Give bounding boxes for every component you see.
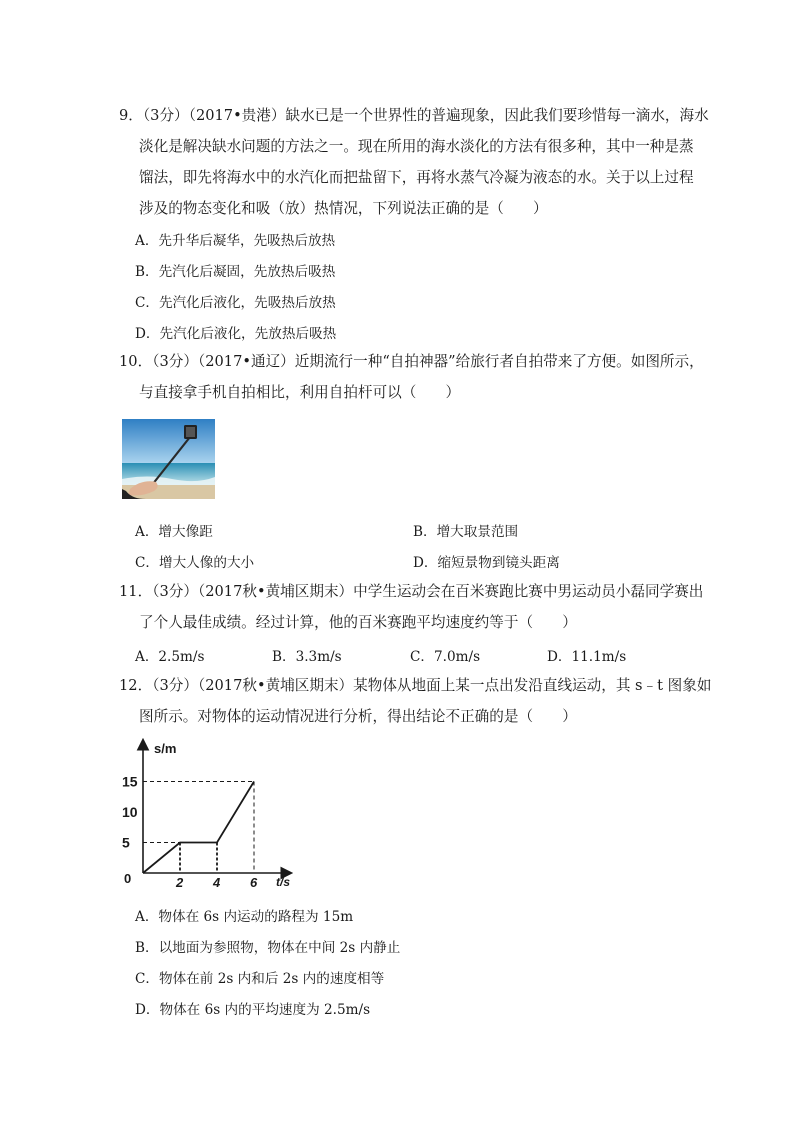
x-tick-label-2: 2 xyxy=(176,875,184,890)
question-10-option-d[interactable]: D．缩短景物到镜头距离 xyxy=(413,555,560,571)
selfie-stick-image xyxy=(122,419,215,499)
question-9-stem-line-3: 馏法，即先将海水中的水汽化而把盐留下，再将水蒸气冷凝为液态的水。关于以上过程 xyxy=(139,169,694,186)
question-12-option-c[interactable]: C．物体在前 2s 内和后 2s 内的速度相等 xyxy=(135,971,385,987)
question-10-option-c[interactable]: C．增大人像的大小 xyxy=(135,555,255,571)
question-12-option-a[interactable]: A．物体在 6s 内运动的路程为 15m xyxy=(135,909,354,925)
question-12-stem-line-1: 12．（3分）（2017秋•黄埔区期末）某物体从地面上某一点出发沿直线运动，其 s﹣t 图象如 xyxy=(119,677,712,694)
question-11-option-d[interactable]: D．11.1m/s xyxy=(547,649,627,665)
y-tick-label-10: 10 xyxy=(122,804,138,820)
y-tick-label-5: 5 xyxy=(122,834,130,851)
origin-label: 0 xyxy=(124,871,132,886)
question-9-option-c[interactable]: C．先汽化后液化，先吸热后放热 xyxy=(135,295,336,311)
question-10-stem-line-1: 10．（3分）（2017•通辽）近期流行一种“自拍神器”给旅行者自拍带来了方便。如图所示， xyxy=(119,353,704,370)
question-11-option-a[interactable]: A．2.5m/s xyxy=(135,649,205,665)
question-12-option-b[interactable]: B．以地面为参照物，物体在中间 2s 内静止 xyxy=(135,940,401,956)
question-11 xyxy=(119,576,704,638)
question-12-stem-line-2: 图所示。对物体的运动情况进行分析，得出结论不正确的是（ ） xyxy=(139,708,577,725)
question-10-option-a[interactable]: A．增大像距 xyxy=(135,524,213,540)
x-axis-label: t/s xyxy=(276,875,291,889)
x-tick-label-4: 4 xyxy=(213,875,221,890)
question-9 xyxy=(119,100,709,224)
y-tick-label-15: 15 xyxy=(122,773,138,790)
question-9-option-a[interactable]: A．先升华后凝华，先吸热后放热 xyxy=(135,233,336,249)
question-10-option-b[interactable]: B．增大取景范围 xyxy=(413,524,519,540)
question-9-stem-line-2: 淡化是解决缺水问题的方法之一。现在所用的海水淡化的方法有很多种，其中一种是蒸 xyxy=(139,138,694,155)
question-11-option-b[interactable]: B．3.3m/s xyxy=(272,649,342,665)
question-12-option-d[interactable]: D．物体在 6s 内的平均速度为 2.5m/s xyxy=(135,1002,371,1018)
y-axis-label: s/m xyxy=(154,741,177,756)
question-10-stem-line-2: 与直接拿手机自拍相比，利用自拍杆可以（ ） xyxy=(139,384,461,401)
st-graph xyxy=(118,737,298,892)
question-11-stem-line-1: 11．（3分）（2017秋•黄埔区期末）中学生运动会在百米赛跑比赛中男运动员小磊同学赛出 xyxy=(119,583,704,600)
question-9-option-d[interactable]: D．先汽化后液化，先放热后吸热 xyxy=(135,326,337,342)
st-line xyxy=(143,782,254,874)
question-12 xyxy=(119,670,712,732)
question-9-stem-line-4: 涉及的物态变化和吸（放）热情况，下列说法正确的是（ ） xyxy=(139,200,548,217)
question-11-option-c[interactable]: C．7.0m/s xyxy=(410,649,481,665)
question-9-stem-line-1: 9．（3分）（2017•贵港）缺水已是一个世界性的普遍现象，因此我们要珍惜每一滴水，海水 xyxy=(119,107,709,124)
selfie-stick-photo xyxy=(122,419,215,499)
question-11-stem-line-2: 了个人最佳成绩。经过计算，他的百米赛跑平均速度约等于（ ） xyxy=(139,614,577,631)
x-tick-label-6: 6 xyxy=(250,875,258,890)
question-9-option-b[interactable]: B．先汽化后凝固，先放热后吸热 xyxy=(135,264,336,280)
question-10 xyxy=(119,346,704,408)
